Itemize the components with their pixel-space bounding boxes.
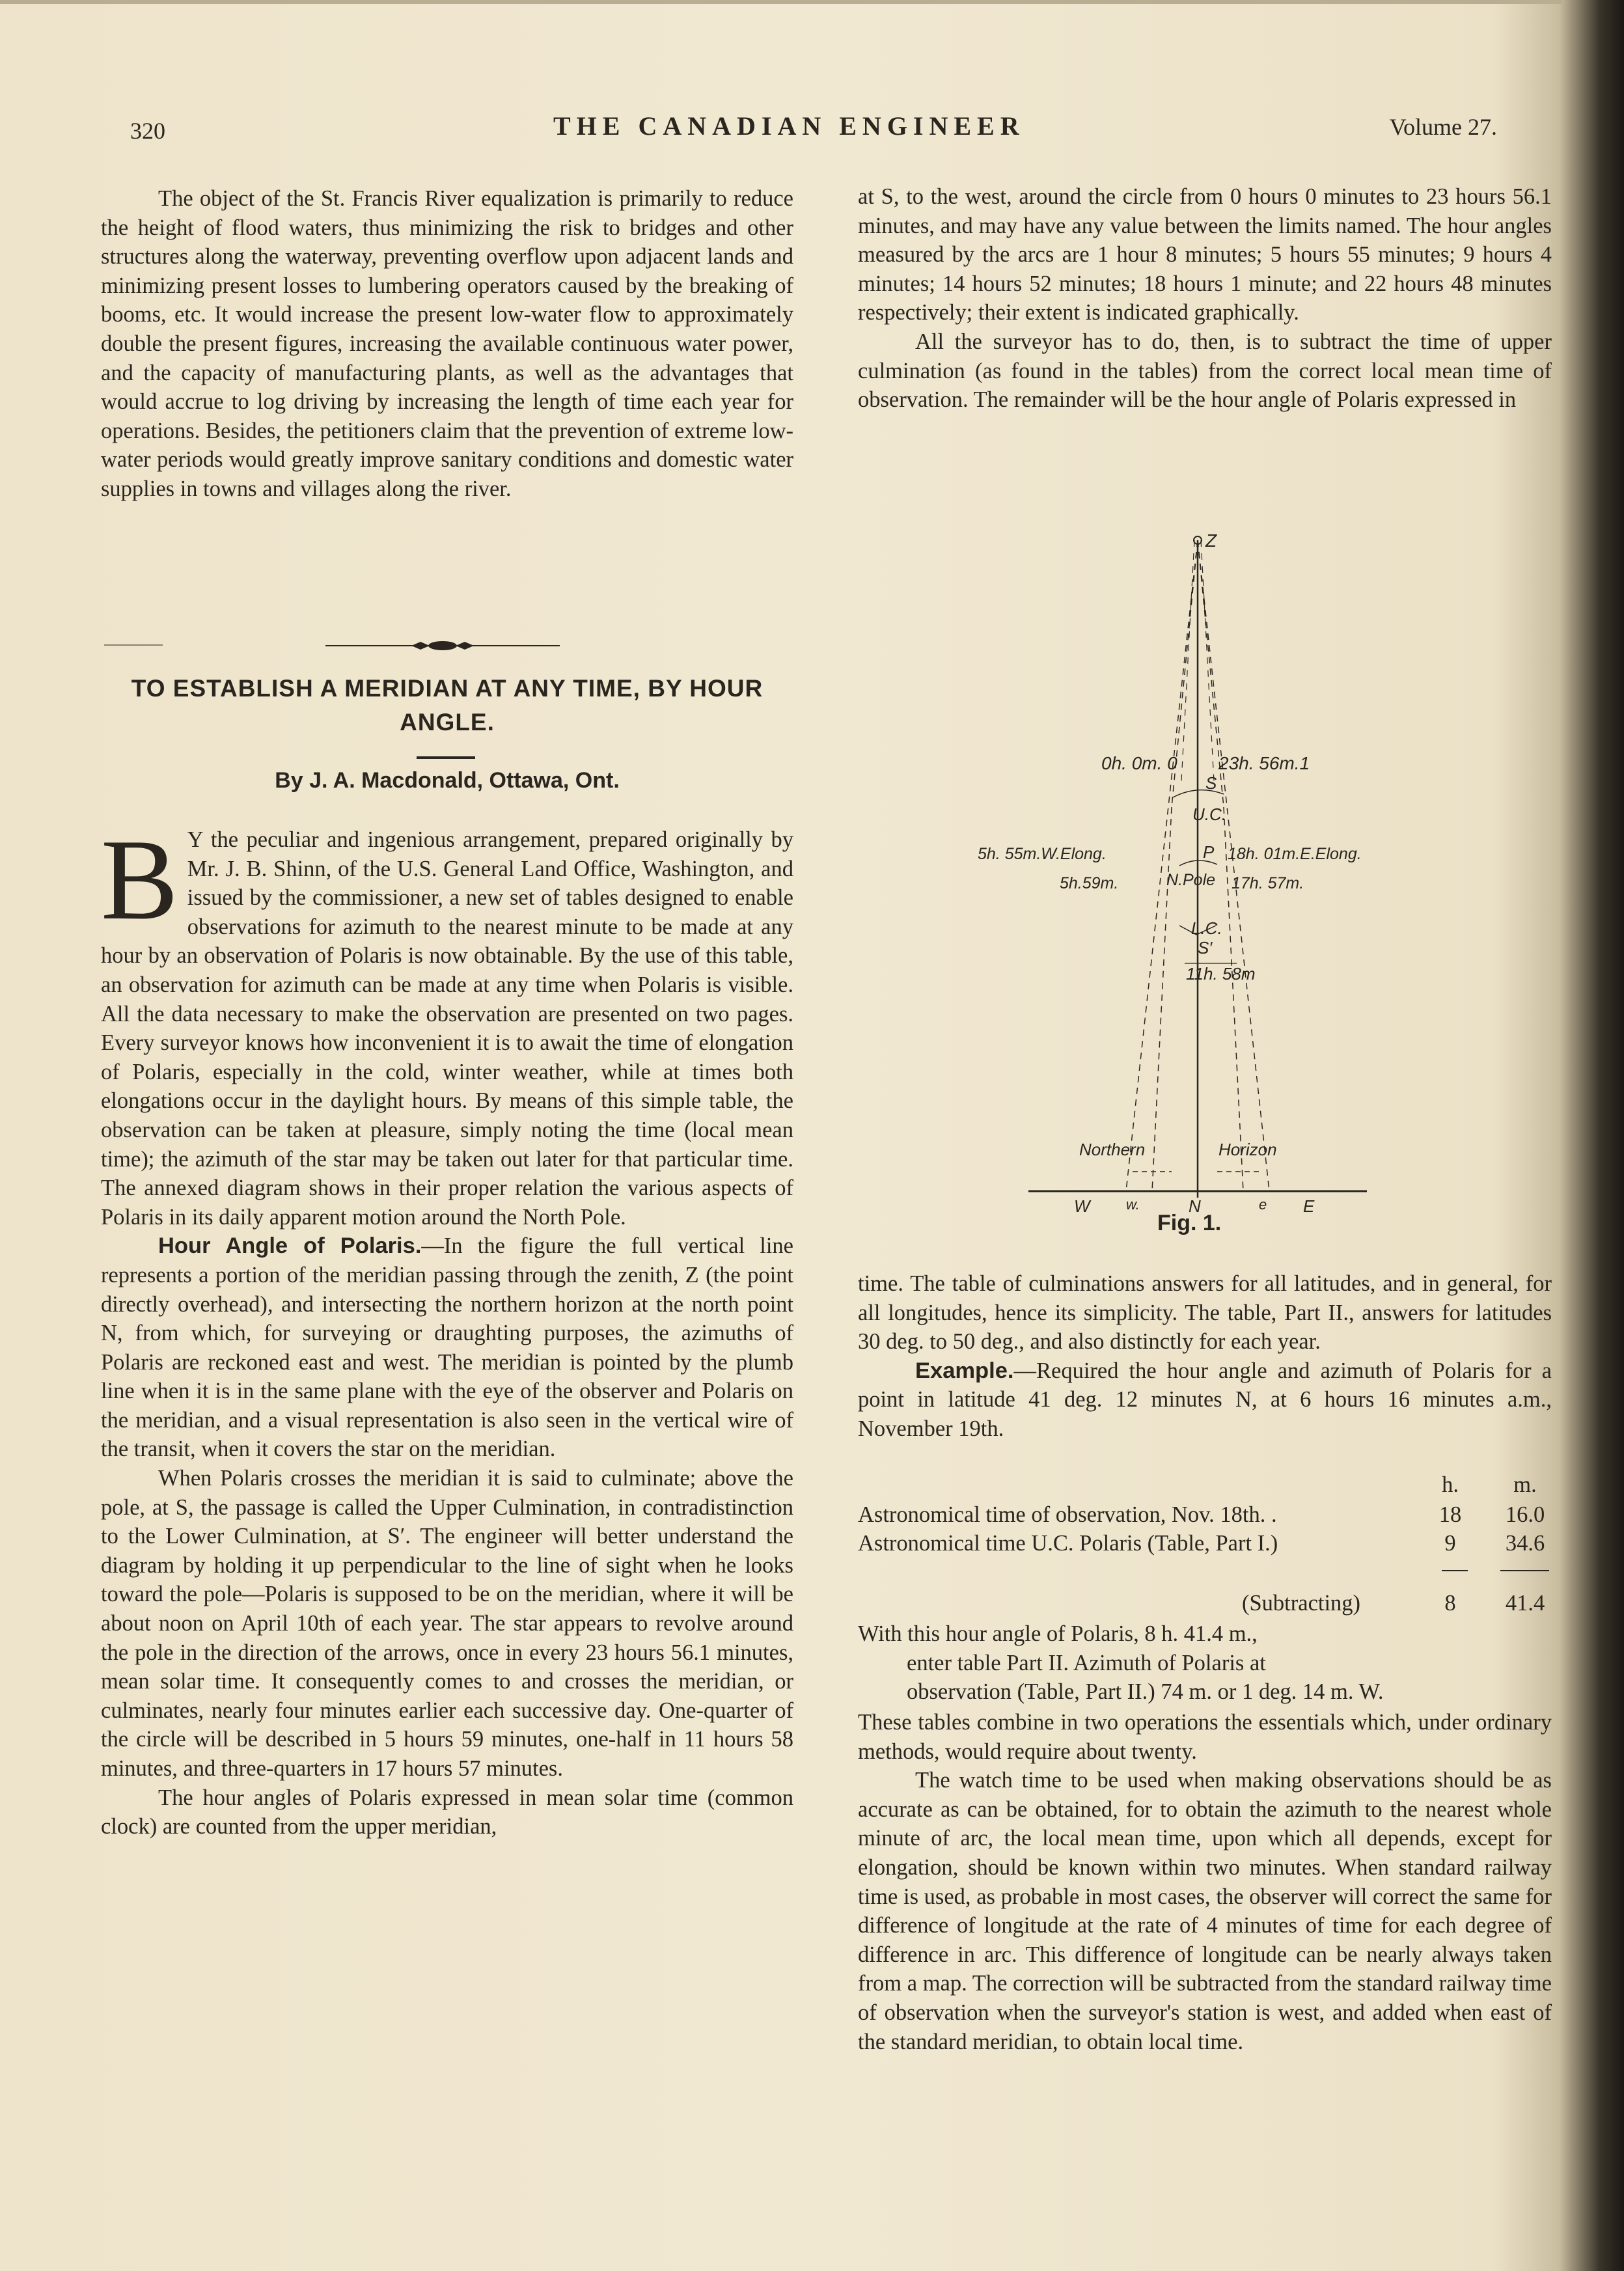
drop-cap: B bbox=[101, 815, 178, 944]
label-top-right: 23h. 56m.1 bbox=[1218, 753, 1310, 773]
calc-rule-m bbox=[1500, 1570, 1549, 1571]
short-dash bbox=[104, 644, 163, 646]
article-paragraph-1-text: Y the peculiar and ingenious arrangement, prepared originally by Mr. J. B. Shinn, of the U.S. General Land Office, Washington, and issued by the commissioner, a new set of tables designed to enable observations for azimuth to the nearest minute to be made at any hour by an observation of Polaris is now obtainable. By the use of this table, an observation for azimuth can be made at any time when Polaris is visible. All the data necessary to make the observation are presented on two pages. Every surveyor knows how inconvenient it is to await the time of elongation of Polaris, especially in the cold, winter weather, while at times both elongations occur in the daylight hours. By means of this simple table, the observation can be taken at pleasure, simply noting the time (local mean time); the azimuth of the star may be taken out later for that particular time. The annexed diagram shows in their proper relation the various aspects of Polaris in its daily apparent motion around the North Pole. bbox=[101, 827, 793, 1230]
with-text-line-3: observation (Table, Part II.) 74 m. or 1 deg. 14 m. W. bbox=[907, 1679, 1384, 1705]
article-paragraph-1 bbox=[101, 815, 793, 1232]
article-paragraph-4: The hour angles of Polaris expressed in mean solar time (common clock) are counted from the upper meridian, bbox=[101, 1785, 793, 1839]
with-text-block bbox=[858, 1619, 1552, 1707]
label-lc: L.C. bbox=[1191, 918, 1222, 938]
calc-col-h: h. bbox=[1442, 1472, 1459, 1497]
label-e-elong: 18h. 01m.E.Elong. bbox=[1228, 845, 1362, 863]
calc-row-3-m: 41.4 bbox=[1505, 1591, 1545, 1616]
right-column-top bbox=[858, 182, 1552, 415]
byline: By J. A. Macdonald, Ottawa, Ont. bbox=[275, 768, 620, 793]
label-e: E bbox=[1303, 1196, 1315, 1216]
article-title: TO ESTABLISH A MERIDIAN AT ANY TIME, BY HOUR ANGLE. bbox=[131, 675, 764, 736]
page-header bbox=[130, 111, 1549, 150]
calc-row-3-h: 8 bbox=[1444, 1591, 1456, 1616]
right-paragraph-2: All the surveyor has to do, then, is to subtract the time of upper culmination (as found in the tables) from the correct local mean time of observation. The remainder will be the hour angle of Polaris expressed in bbox=[858, 329, 1552, 413]
left-column-intro bbox=[101, 184, 793, 504]
page-number: 320 bbox=[130, 118, 165, 144]
ornamental-separator bbox=[325, 639, 560, 652]
label-w-small: w. bbox=[1126, 1196, 1140, 1213]
article-paragraph-3: When Polaris crosses the meridian it is said to culminate; above the pole, at S, the passage is called the Upper Culmination, in contradistinction to the Lower Culmination, at S′. The engineer will better understand the diagram by holding it up perpendicular to the line of sight when he looks toward the pole—Polaris is supposed to be on the meridian, where it will be about noon on April 10th of each year. The star appears to revolve around the pole in the direction of the arrows, once in every 23 hours 56.1 minutes, mean solar time. It consequently comes to and crosses the meridian, or culminates, nearly four minutes earlier each successive day. One-quarter of the circle will be described in 5 hours 59 minutes, one-half in 11 hours 58 minutes, and three-quarters in 17 hours 57 minutes. bbox=[101, 1466, 793, 1781]
volume-label: Volume 27. bbox=[1389, 114, 1497, 140]
right-paragraph-3: time. The table of culminations answers for all latitudes, and in general, for all longitudes, hence its simplicity. The table, Part II., answers for latitudes 30 deg. to 50 deg., and also distinctly for each year. bbox=[858, 1271, 1552, 1355]
calc-col-m: m. bbox=[1513, 1472, 1537, 1497]
label-northern: Northern bbox=[1079, 1140, 1146, 1159]
calc-row-2-m: 34.6 bbox=[1505, 1531, 1545, 1556]
right-paragraph-1: at S, to the west, around the circle from 0 hours 0 minutes to 23 hours 56.1 minutes, and may have any value between the limits named. The hour angles measured by the arcs are 1 hour 8 minutes; 5 hours 55 minutes; 9 hours 4 minutes; 14 hours 52 minutes; 18 hours 1 minute; and 22 hours 48 minutes respectively; their extent is indicated graphically. bbox=[858, 184, 1552, 325]
calc-rule-h bbox=[1442, 1570, 1468, 1571]
calc-row-1-label: Astronomical time of observation, Nov. 18th. . bbox=[858, 1502, 1277, 1527]
example-text: —Required the hour angle and azimuth of Polaris for a point in latitude 41 deg. 12 minutes N, at 6 hours 16 minutes a.m., November 19th. bbox=[858, 1358, 1552, 1441]
label-npole: N.Pole bbox=[1166, 871, 1216, 889]
journal-title: THE CANADIAN ENGINEER bbox=[553, 111, 1025, 141]
label-17h57m: 17h. 57m. bbox=[1232, 874, 1304, 892]
label-11h58m: 11h. 58m bbox=[1186, 964, 1256, 984]
label-uc: U.C. bbox=[1192, 805, 1226, 824]
label-horizon: Horizon bbox=[1218, 1140, 1277, 1159]
with-text-line-2: enter table Part II. Azimuth of Polaris at bbox=[907, 1650, 1266, 1675]
label-w-elong: 5h. 55m.W.Elong. bbox=[978, 845, 1107, 863]
example-paragraph bbox=[858, 1356, 1552, 1444]
calc-row-1-m: 16.0 bbox=[1505, 1502, 1545, 1527]
label-5h59m: 5h.59m. bbox=[1060, 874, 1119, 892]
label-s-prime: S′ bbox=[1198, 938, 1213, 957]
label-s: S bbox=[1205, 773, 1217, 793]
label-e-small: e bbox=[1259, 1196, 1267, 1213]
intro-paragraph: The object of the St. Francis River equalization is primarily to reduce the height of flood waters, thus minimizing the risk to bridges and other structures along the waterway, preventing overflow upon adjacent lands and minimizing present losses to lumbering operators caused by the breaking of booms, etc. It would increase the present low-water flow to approximately double the present figures, increasing the available continuous water power, and the capacity of manufacturing plants, as well as the advantages that would accrue to log driving by increasing the length of time each year for operations. Besides, the petitioners claim that the prevention of extreme low-water periods would greatly improve sanitary conditions and domestic water supplies in towns and villages along the river. bbox=[101, 186, 793, 501]
example-heading: Example. bbox=[915, 1358, 1014, 1383]
polaris-diagram bbox=[937, 521, 1458, 1224]
label-p: P bbox=[1203, 842, 1215, 862]
right-column-bottom bbox=[858, 1708, 1552, 2056]
title-rule bbox=[417, 756, 475, 759]
left-column-article bbox=[101, 815, 793, 1841]
label-n: N bbox=[1189, 1196, 1201, 1216]
label-top-left: 0h. 0m. 0 bbox=[1101, 753, 1177, 773]
article-paragraph-2 bbox=[101, 1232, 793, 1464]
run-in-heading: Hour Angle of Polaris. bbox=[158, 1233, 422, 1259]
calc-row-2-label: Astronomical time U.C. Polaris (Table, Part I.) bbox=[858, 1531, 1278, 1556]
label-w: W bbox=[1074, 1196, 1090, 1216]
right-paragraph-5: The watch time to be used when making observations should be as accurate as can be obtained, for to obtain the azimuth to the nearest whole minute of arc, the local mean time, upon which all depends, except for elongation, should be known within two minutes. When standard railway time is used, as probable in most cases, the observer will correct the same for difference of longitude at the rate of 4 minutes of time for each degree of difference in arc. This difference of longitude can be nearly always taken from a map. The correction will be subtracted from the standard railway time of observation when the surveyor's station is west, and added when east of the standard meridian, to obtain local time. bbox=[858, 1768, 1552, 2054]
page-edge-line bbox=[0, 0, 1562, 4]
figure-caption: Fig. 1. bbox=[1157, 1211, 1222, 1235]
article-paragraph-2-text: —In the figure the full vertical line represents a portion of the meridian passing through the zenith, Z (the point directly overhead), and intersecting the northern horizon at the north point N, from which, for surveying or draughting purposes, the azimuths of Polaris are reckoned east and west. The meridian is pointed by the plumb line when it is in the same plane with the eye of the observer and Polaris on the meridian, and a visual representation is also seen in the vertical wire of the transit, when it covers the star on the meridian. bbox=[101, 1233, 793, 1462]
label-zenith: Z bbox=[1205, 530, 1217, 551]
with-text-line-1: With this hour angle of Polaris, 8 h. 41.4 m., bbox=[858, 1621, 1258, 1646]
calc-row-3-label: (Subtracting) bbox=[1242, 1591, 1361, 1616]
calc-row-2-h: 9 bbox=[1444, 1531, 1456, 1556]
right-paragraph-4: These tables combine in two operations the essentials which, under ordinary methods, would require about twenty. bbox=[858, 1710, 1552, 1764]
calc-row-1-h: 18 bbox=[1438, 1502, 1462, 1527]
right-column-middle bbox=[858, 1269, 1552, 1444]
